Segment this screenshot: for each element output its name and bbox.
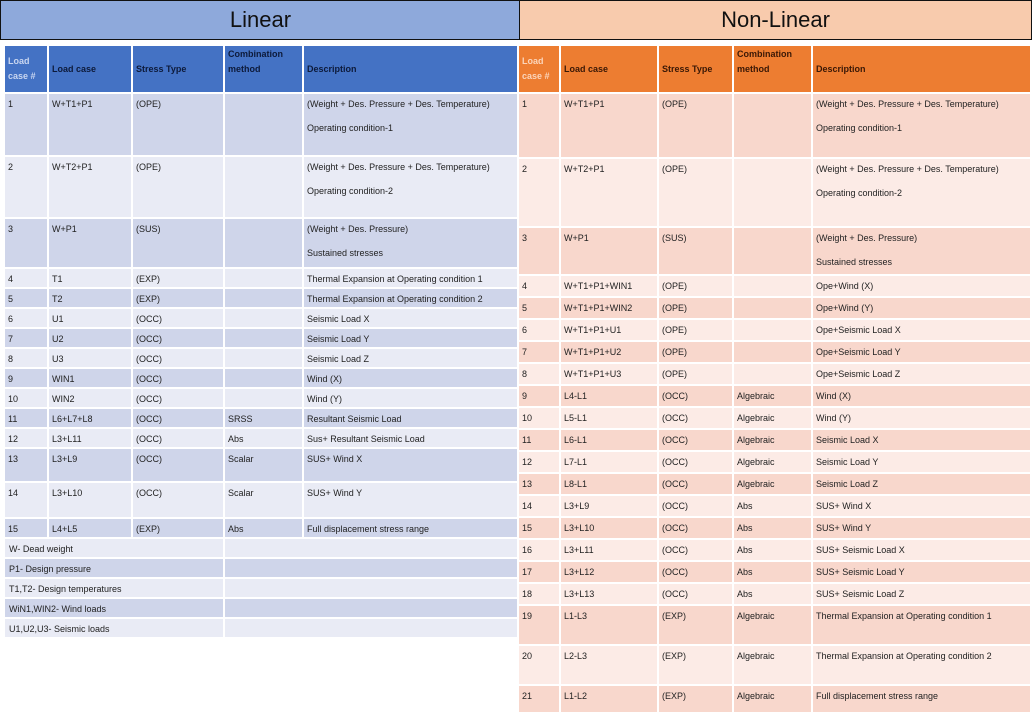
description-subtitle: Operating condition-2	[816, 188, 903, 198]
combination-method-cell: Abs	[734, 584, 811, 604]
load-case-cell: L3+L11	[561, 540, 657, 560]
legend-row	[5, 539, 517, 557]
stress-type-cell: (OCC)	[133, 483, 223, 517]
legend-row	[5, 559, 517, 577]
load-case-cell: L4+L5	[49, 519, 131, 537]
description-cell: Thermal Expansion at Operating condition 1	[304, 269, 517, 287]
combination-method-cell	[225, 309, 302, 327]
table-row	[5, 94, 517, 155]
nonlinear-title	[519, 0, 1032, 40]
stress-type-cell: (OCC)	[133, 449, 223, 481]
description-cell: SUS+ Wind X	[813, 496, 1030, 516]
load-case-cell: L7-L1	[561, 452, 657, 472]
nonlinear-title-text: Non-Linear	[721, 7, 830, 32]
combination-method-cell: SRSS	[225, 409, 302, 427]
table-row	[5, 429, 517, 447]
stress-type-cell: (OCC)	[659, 562, 732, 582]
load-case-cell: U3	[49, 349, 131, 367]
stress-type-cell: (OPE)	[133, 157, 223, 217]
load-case-number-cell: 7	[5, 329, 47, 347]
combination-method-cell	[734, 276, 811, 296]
combination-method-cell	[225, 289, 302, 307]
description-cell: (Weight + Des. Pressure + Des. Temperature) Operating condition-2	[304, 157, 517, 217]
description-cell: Seismic Load Z	[304, 349, 517, 367]
stress-type-cell: (EXP)	[133, 269, 223, 287]
load-case-number-cell: 1	[519, 94, 559, 157]
stress-type-cell: (EXP)	[133, 289, 223, 307]
description-cell: Ope+Seismic Load Y	[813, 342, 1030, 362]
load-case-cell: T2	[49, 289, 131, 307]
load-case-cell: W+T1+P1	[561, 94, 657, 157]
load-case-number-cell: 9	[519, 386, 559, 406]
stress-type-cell: (OCC)	[659, 452, 732, 472]
description-cell: Seismic Load Y	[813, 452, 1030, 472]
description-cell: (Weight + Des. Pressure + Des. Temperature) Operating condition-1	[304, 94, 517, 155]
load-case-number-cell: 10	[5, 389, 47, 407]
load-case-cell: L3+L10	[49, 483, 131, 517]
load-case-number-cell: 6	[519, 320, 559, 340]
description-cell: (Weight + Des. Pressure + Des. Temperature) Operating condition-2	[813, 159, 1030, 226]
load-case-number-cell: 17	[519, 562, 559, 582]
load-case-cell: W+P1	[561, 228, 657, 274]
combination-method-cell	[225, 389, 302, 407]
table-row	[519, 496, 1030, 516]
combination-method-cell: Algebraic	[734, 408, 811, 428]
stress-type-cell: (OCC)	[659, 540, 732, 560]
load-case-cell: T1	[49, 269, 131, 287]
load-case-cell: U2	[49, 329, 131, 347]
header-stress-type: Stress Type	[659, 46, 732, 92]
combination-method-cell	[734, 364, 811, 384]
table-row	[5, 289, 517, 307]
load-case-cell: L3+L13	[561, 584, 657, 604]
description-cell: Wind (Y)	[304, 389, 517, 407]
load-case-number-cell: 9	[5, 369, 47, 387]
load-case-number-cell: 11	[519, 430, 559, 450]
description-cell: Wind (X)	[813, 386, 1030, 406]
load-case-number-cell: 12	[5, 429, 47, 447]
description-cell: SUS+ Seismic Load Z	[813, 584, 1030, 604]
description-cell: Ope+Seismic Load X	[813, 320, 1030, 340]
description-cell: SUS+ Seismic Load X	[813, 540, 1030, 560]
description-cell: SUS+ Wind Y	[304, 483, 517, 517]
table-row	[519, 452, 1030, 472]
combination-method-cell	[225, 349, 302, 367]
stress-type-cell: (EXP)	[659, 686, 732, 712]
table-row	[5, 409, 517, 427]
load-case-cell: W+T1+P1+U2	[561, 342, 657, 362]
load-case-cell: L1-L2	[561, 686, 657, 712]
load-case-cell: L3+L12	[561, 562, 657, 582]
stress-type-cell: (OPE)	[659, 320, 732, 340]
combination-method-cell: Algebraic	[734, 386, 811, 406]
description-subtitle: Operating condition-1	[307, 123, 394, 133]
description-cell: (Weight + Des. Pressure) Sustained stresses	[304, 219, 517, 267]
table-row	[5, 309, 517, 327]
load-case-number-cell: 2	[5, 157, 47, 217]
load-case-number-cell: 13	[5, 449, 47, 481]
combination-method-cell	[225, 219, 302, 267]
load-case-cell: L1-L3	[561, 606, 657, 644]
combination-method-cell: Abs	[734, 562, 811, 582]
legend-row	[5, 579, 517, 597]
description-cell: Wind (Y)	[813, 408, 1030, 428]
linear-title	[0, 0, 520, 40]
load-case-number-cell: 6	[5, 309, 47, 327]
stress-type-cell: (OCC)	[659, 474, 732, 494]
table-row	[519, 276, 1030, 296]
load-case-number-cell: 16	[519, 540, 559, 560]
combination-method-cell	[225, 369, 302, 387]
legend-empty-cell	[225, 579, 517, 597]
stress-type-cell: (OPE)	[659, 159, 732, 226]
combination-method-cell: Scalar	[225, 449, 302, 481]
load-case-number-cell: 3	[5, 219, 47, 267]
table-row	[519, 646, 1030, 684]
stress-type-cell: (OCC)	[133, 309, 223, 327]
legend-text: P1- Design pressure	[5, 559, 223, 577]
linear-title-text: Linear	[229, 7, 292, 32]
legend-text: U1,U2,U3- Seismic loads	[5, 619, 223, 637]
table-row	[5, 349, 517, 367]
table-row	[519, 298, 1030, 318]
stress-type-cell: (OPE)	[659, 298, 732, 318]
combination-method-cell: Algebraic	[734, 686, 811, 712]
load-case-cell: L5-L1	[561, 408, 657, 428]
table-row	[519, 364, 1030, 384]
header-description: Description	[304, 46, 517, 92]
load-case-number-cell: 15	[5, 519, 47, 537]
load-case-cell: L8-L1	[561, 474, 657, 494]
description-cell: SUS+ Wind Y	[813, 518, 1030, 538]
load-case-cell: W+T1+P1	[49, 94, 131, 155]
description-cell: Full displacement stress range	[304, 519, 517, 537]
combination-method-cell: Scalar	[225, 483, 302, 517]
combination-method-cell: Abs	[734, 518, 811, 538]
load-case-cell: W+T1+P1+WIN1	[561, 276, 657, 296]
stress-type-cell: (OCC)	[133, 409, 223, 427]
table-row	[519, 584, 1030, 604]
legend-empty-cell	[225, 619, 517, 637]
description-cell: Seismic Load X	[304, 309, 517, 327]
legend-empty-cell	[225, 599, 517, 617]
description-cell: Thermal Expansion at Operating condition 1	[813, 606, 1030, 644]
stress-type-cell: (OCC)	[133, 329, 223, 347]
legend-empty-cell	[225, 539, 517, 557]
combination-method-cell	[225, 329, 302, 347]
description-cell: SUS+ Wind X	[304, 449, 517, 481]
table-row	[519, 540, 1030, 560]
stress-type-cell: (EXP)	[659, 646, 732, 684]
description-cell: (Weight + Des. Pressure) Sustained stresses	[813, 228, 1030, 274]
table-row	[519, 518, 1030, 538]
table-row	[519, 686, 1030, 712]
table-row	[5, 269, 517, 287]
table-row	[519, 386, 1030, 406]
combination-method-cell	[225, 269, 302, 287]
load-case-number-cell: 11	[5, 409, 47, 427]
load-case-cell: L3+L9	[561, 496, 657, 516]
table-row	[519, 320, 1030, 340]
description-cell: Seismic Load Z	[813, 474, 1030, 494]
combination-method-cell	[734, 228, 811, 274]
stress-type-cell: (OCC)	[133, 429, 223, 447]
load-case-number-cell: 21	[519, 686, 559, 712]
table-row	[519, 562, 1030, 582]
table-row	[5, 157, 517, 217]
combination-method-cell	[225, 157, 302, 217]
stress-type-cell: (OCC)	[659, 386, 732, 406]
combination-method-cell: Algebraic	[734, 474, 811, 494]
combination-method-cell	[225, 94, 302, 155]
table-row	[519, 159, 1030, 226]
load-case-number-cell: 5	[519, 298, 559, 318]
load-case-number-cell: 8	[5, 349, 47, 367]
table-row	[5, 519, 517, 537]
load-case-number-cell: 5	[5, 289, 47, 307]
stress-type-cell: (EXP)	[659, 606, 732, 644]
combination-method-cell	[734, 320, 811, 340]
load-case-number-cell: 1	[5, 94, 47, 155]
combination-method-cell: Algebraic	[734, 452, 811, 472]
description-cell: Resultant Seismic Load	[304, 409, 517, 427]
header-load-case: Load case	[49, 46, 131, 92]
stress-type-cell: (OPE)	[659, 276, 732, 296]
load-case-cell: U1	[49, 309, 131, 327]
load-case-cell: W+P1	[49, 219, 131, 267]
nonlinear-load-case-table	[517, 44, 1032, 714]
legend-row	[5, 599, 517, 617]
description-cell: Seismic Load Y	[304, 329, 517, 347]
description-cell: SUS+ Seismic Load Y	[813, 562, 1030, 582]
table-row	[5, 449, 517, 481]
stress-type-cell: (OCC)	[659, 584, 732, 604]
legend-row	[5, 619, 517, 637]
legend-empty-cell	[225, 559, 517, 577]
combination-method-cell	[734, 159, 811, 226]
header-load-case-number: Load case #	[5, 46, 47, 92]
table-row	[5, 219, 517, 267]
combination-method-cell	[734, 298, 811, 318]
description-cell: Ope+Wind (X)	[813, 276, 1030, 296]
load-case-number-cell: 14	[5, 483, 47, 517]
linear-load-case-table	[3, 44, 519, 639]
load-case-cell: L6+L7+L8	[49, 409, 131, 427]
table-row	[519, 430, 1030, 450]
stress-type-cell: (OCC)	[133, 389, 223, 407]
header-combination-method: Combination method	[734, 46, 811, 92]
load-case-number-cell: 10	[519, 408, 559, 428]
combination-method-cell: Algebraic	[734, 606, 811, 644]
load-case-number-cell: 18	[519, 584, 559, 604]
table-row	[519, 606, 1030, 644]
combination-method-cell: Abs	[734, 496, 811, 516]
table-row	[519, 228, 1030, 274]
load-case-number-cell: 3	[519, 228, 559, 274]
description-cell: Ope+Seismic Load Z	[813, 364, 1030, 384]
stress-type-cell: (SUS)	[133, 219, 223, 267]
table-row	[519, 94, 1030, 157]
description-subtitle: Operating condition-2	[307, 186, 394, 196]
load-case-cell: W+T2+P1	[561, 159, 657, 226]
load-case-number-cell: 14	[519, 496, 559, 516]
description-subtitle: Operating condition-1	[816, 123, 903, 133]
stress-type-cell: (OPE)	[133, 94, 223, 155]
load-case-cell: W+T1+P1+U1	[561, 320, 657, 340]
load-case-cell: W+T2+P1	[49, 157, 131, 217]
load-case-number-cell: 2	[519, 159, 559, 226]
stress-type-cell: (OCC)	[659, 430, 732, 450]
description-cell: Wind (X)	[304, 369, 517, 387]
table-row	[5, 389, 517, 407]
load-case-cell: WIN1	[49, 369, 131, 387]
linear-header-row	[5, 46, 517, 92]
description-subtitle: Sustained stresses	[307, 248, 384, 258]
load-case-cell: W+T1+P1+U3	[561, 364, 657, 384]
load-case-cell: L4-L1	[561, 386, 657, 406]
table-row	[5, 369, 517, 387]
table-row	[519, 408, 1030, 428]
load-case-number-cell: 8	[519, 364, 559, 384]
combination-method-cell: Abs	[225, 519, 302, 537]
description-cell: Sus+ Resultant Seismic Load	[304, 429, 517, 447]
table-row	[5, 483, 517, 517]
stress-type-cell: (OCC)	[133, 369, 223, 387]
description-cell: Full displacement stress range	[813, 686, 1030, 712]
header-stress-type: Stress Type	[133, 46, 223, 92]
legend-text: T1,T2- Design temperatures	[5, 579, 223, 597]
load-case-cell: W+T1+P1+WIN2	[561, 298, 657, 318]
stress-type-cell: (OPE)	[659, 94, 732, 157]
nonlinear-header-row	[519, 46, 1030, 92]
load-case-cell: L6-L1	[561, 430, 657, 450]
load-case-cell: L3+L10	[561, 518, 657, 538]
header-combination-method: Combination method	[225, 46, 302, 92]
description-cell: (Weight + Des. Pressure + Des. Temperature) Operating condition-1	[813, 94, 1030, 157]
load-case-cell: L2-L3	[561, 646, 657, 684]
stress-type-cell: (EXP)	[133, 519, 223, 537]
header-load-case: Load case	[561, 46, 657, 92]
stress-type-cell: (OCC)	[659, 408, 732, 428]
stress-type-cell: (OPE)	[659, 364, 732, 384]
load-case-number-cell: 15	[519, 518, 559, 538]
legend-text: W- Dead weight	[5, 539, 223, 557]
description-cell: Seismic Load X	[813, 430, 1030, 450]
stress-type-cell: (OCC)	[659, 518, 732, 538]
legend-text: WiN1,WIN2- Wind loads	[5, 599, 223, 617]
description-cell: Thermal Expansion at Operating condition 2	[304, 289, 517, 307]
combination-method-cell: Abs	[225, 429, 302, 447]
load-case-number-cell: 4	[519, 276, 559, 296]
stress-type-cell: (OCC)	[659, 496, 732, 516]
combination-method-cell: Algebraic	[734, 646, 811, 684]
combination-method-cell: Algebraic	[734, 430, 811, 450]
description-subtitle: Sustained stresses	[816, 257, 893, 267]
load-case-number-cell: 13	[519, 474, 559, 494]
load-case-number-cell: 12	[519, 452, 559, 472]
load-case-number-cell: 20	[519, 646, 559, 684]
load-case-number-cell: 4	[5, 269, 47, 287]
table-row	[5, 329, 517, 347]
combination-method-cell: Abs	[734, 540, 811, 560]
stress-type-cell: (SUS)	[659, 228, 732, 274]
load-case-cell: L3+L9	[49, 449, 131, 481]
stress-type-cell: (OPE)	[659, 342, 732, 362]
load-case-cell: WIN2	[49, 389, 131, 407]
stress-type-cell: (OCC)	[133, 349, 223, 367]
combination-method-cell	[734, 342, 811, 362]
description-cell: Ope+Wind (Y)	[813, 298, 1030, 318]
description-cell: Thermal Expansion at Operating condition 2	[813, 646, 1030, 684]
header-description: Description	[813, 46, 1030, 92]
load-case-number-cell: 19	[519, 606, 559, 644]
load-case-cell: L3+L11	[49, 429, 131, 447]
load-case-number-cell: 7	[519, 342, 559, 362]
table-row	[519, 474, 1030, 494]
table-row	[519, 342, 1030, 362]
header-load-case-number: Load case #	[519, 46, 559, 92]
combination-method-cell	[734, 94, 811, 157]
